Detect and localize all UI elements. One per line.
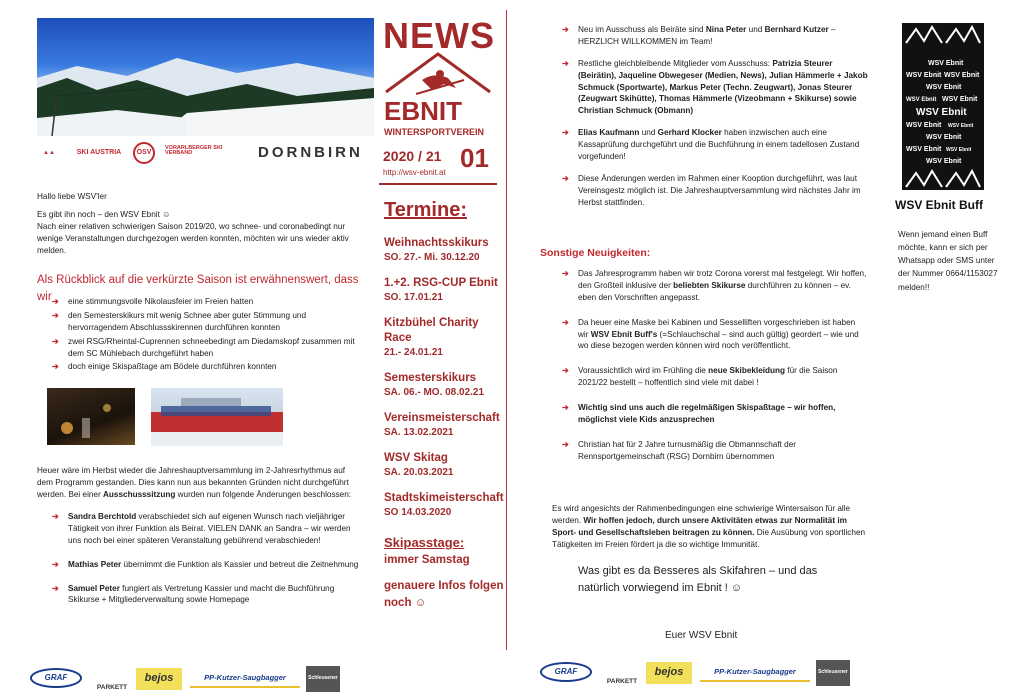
changes-list — [52, 511, 362, 618]
nikolaus-photo — [47, 388, 135, 445]
signoff: Euer WSV Ebnit — [665, 630, 738, 641]
wsv-ebnit-logo — [382, 50, 494, 138]
text-bold: Bernhard Kutzer — [764, 25, 829, 34]
season-label: 2020 / 21 — [383, 148, 442, 164]
buff-pattern-text: WSV Ebnit — [916, 107, 967, 118]
closing-paragraph — [552, 503, 867, 551]
list-item-text: übernimmt die Funktion als Kassier und betreut die Zeitnehmung — [121, 559, 359, 569]
hv-text-bold: Ausschusssitzung — [103, 489, 176, 499]
schleusener-logo: Schleusener — [306, 666, 340, 692]
closing-quote: Was gibt es da Besseres als Skifahren – und das natürlich vorwiegend im Ebnit ! ☺ — [578, 565, 818, 595]
intro-line-1: Es gibt ihn noch – den WSV Ebnit ☺ — [37, 209, 171, 219]
text-bold: Elias Kaufmann — [578, 128, 640, 138]
parkett-logo: PARKETT — [606, 677, 638, 685]
list-item-text: verabschiedet sich auf eigenen Wunsch nach vieljähriger Tätigkeit von ihrer Funktion als Beirat. VIELEN DANK an Sandra – wir werden uns noch bei einer späteren Veranstaltung gebührend verabschieden! — [68, 512, 351, 545]
list-item — [52, 511, 362, 547]
list-item — [562, 317, 867, 353]
footer-sponsors-right — [540, 658, 860, 688]
person-name: Mathias Peter — [68, 559, 122, 569]
person-name: Sandra Berchtold — [68, 512, 137, 521]
intro-section — [37, 191, 362, 262]
event-item — [384, 236, 504, 265]
list-item — [52, 310, 367, 334]
event-name: Vereinsmeisterschaft — [384, 411, 500, 424]
arrow-right-icon: ➔ — [562, 128, 569, 138]
column-divider — [506, 10, 507, 650]
graf-logo: GRAF — [540, 662, 592, 682]
list-item — [562, 439, 867, 463]
buff-pattern-text: WSV Ebnit — [946, 147, 972, 153]
text: – HERZLICH WILLKOMMEN im Team! — [578, 25, 836, 46]
list-item-text: zwei RSG/Rheintal-Cuprennen schneebedingt am Diedamskopf zusammen mit dem SC Mühlebach durchgeführt haben — [68, 336, 355, 358]
hv-text: Heuer wäre im Herbst wieder die Jahreshauptversammlung im 2-Jahresrhythmus auf dem Programm gestanden. Dies kann nun aus bekannten Gründen nicht durchgeführt werden. Bei einer — [37, 466, 349, 499]
oesv-logo — [133, 142, 155, 164]
arrow-right-icon: ➔ — [562, 317, 569, 327]
greeting: Hallo liebe WSV'ler — [37, 192, 107, 201]
bejos-logo: bejos — [646, 662, 692, 684]
text-bold: Gerhard Klocker — [657, 128, 722, 138]
list-item — [562, 268, 867, 304]
list-item — [562, 58, 872, 117]
list-item — [52, 559, 362, 571]
person-name: Samuel Peter — [68, 583, 120, 593]
arrow-right-icon: ➔ — [562, 173, 569, 183]
arrow-right-icon: ➔ — [562, 439, 569, 449]
schleusener-logo: Schleusener — [816, 660, 850, 686]
event-date: SO 14.03.2020 — [384, 506, 452, 518]
event-date: 21.- 24.01.21 — [384, 346, 443, 358]
text-bold: Patrizia Steurer (Beirätin), Jaqueline Obwegeser (Medien, News), Julian Hämmerle + Jakob Schmuck (Sportwarte), Markus Peter (Techn. Zeugwart), Jonas Steurer (Zeugwart Skihütte), Thomas Hämmerle (Vizeobmann + Skikurse) sowie Christian Schmuck (Obmann) — [578, 58, 868, 116]
list-item — [52, 336, 367, 360]
buff-pattern-text: WSV Ebnit — [944, 72, 980, 79]
arrow-right-icon: ➔ — [562, 366, 569, 376]
termine-list — [384, 236, 504, 531]
arrow-right-icon: ➔ — [52, 583, 59, 593]
bejos-logo: bejos — [136, 668, 182, 690]
ebnit-wordmark: EBNIT — [384, 96, 462, 126]
list-item — [52, 361, 367, 373]
text: durchführen zu können – ev. eben den Vorschriften angepasst. — [578, 280, 851, 302]
text: Restliche gleichbleibende Mitglieder vom Ausschuss: — [578, 58, 773, 68]
footer-sponsors-left — [30, 664, 350, 694]
buff-pattern-text: WSV Ebnit — [906, 146, 942, 153]
buff-pattern-text: WSV Ebnit — [926, 158, 962, 165]
text: haben inzwischen auch eine Kassaprüfung durchgeführt und die Buchführung in einem tadellosen Zustand vorgefunden! — [578, 128, 860, 162]
text: Das Jahresprogramm haben wir trotz Corona vorerst mal festgelegt. Wir hoffen, den Großteil inklusive der — [578, 269, 867, 290]
intro-line-2: Nach einer relativen schwierigen Saison 2019/20, wo schnee- und coronabedingt nur wenige Veranstaltungen durchgezogen werden konnten, möchten wir uns wieder aktiv melden. — [37, 221, 349, 255]
event-item — [384, 411, 504, 440]
event-item — [384, 451, 504, 480]
vorarlberger-ski-verband-logo — [165, 141, 245, 161]
event-name: 1.+2. RSG-CUP Ebnit — [384, 276, 498, 289]
text-bold: Wir hoffen jedoch, durch unsere Aktivitäten etwas zur Normalität im Sport- und Gesellschaftsleben beitragen zu können. — [552, 515, 847, 537]
text-bold: beliebten Skikurse — [673, 280, 746, 290]
list-item — [562, 402, 867, 426]
arrow-right-icon: ➔ — [562, 269, 569, 278]
buff-info: Wenn jemand einen Buff möchte, kann er sich per Whatsapp oder SMS unter der Nummer 0664/1153027 melden!! — [898, 230, 998, 292]
list-item-text: fungiert als Vertretung Kassier und macht die Buchführung Skikurse + Mitgliederverwaltung sowie Homepage — [68, 583, 335, 605]
hv-paragraph — [37, 465, 362, 501]
committee-list — [562, 24, 872, 219]
termine-heading: Termine: — [384, 199, 467, 221]
text: Die Ausübung von sportlichen Tätigkeiten im Freien fördert ja die so wichtige Immunität. — [552, 527, 866, 549]
event-date: SO. 17.01.21 — [384, 291, 443, 303]
news-title: NEWS — [383, 15, 495, 56]
rueckblick-heading: Als Rückblick auf die verkürzte Saison ist erwähnenswert, dass wir — [37, 274, 359, 303]
rueckblick-list — [52, 296, 367, 375]
news-list — [562, 268, 867, 476]
buff-title: WSV Ebnit Buff — [895, 198, 983, 212]
parkett-logo: PARKETT — [96, 683, 128, 691]
arrow-right-icon: ➔ — [52, 297, 59, 306]
issue-number: 01 — [460, 143, 489, 173]
text: Diese Änderungen werden im Rahmen einer Kooption durchgeführt, was laut Vereinsgestz möglich ist. Die Jahreshauptversammlung wird nächstes Jahr im Herbst stattfinden. — [578, 173, 861, 207]
event-name: WSV Skitag — [384, 451, 448, 464]
sponsor-label: SKI AUSTRIA — [76, 148, 122, 156]
sponsor-label: ÖSV — [136, 148, 152, 156]
text: für die Saison 2021/22 bestellt – hoffentlich sind viele mit dabei ! — [578, 366, 838, 388]
list-item — [562, 173, 872, 209]
buff-pattern-text: WSV Ebnit — [948, 123, 974, 129]
event-item — [384, 316, 504, 360]
text: (=Schlauchschal – sind auch gültig) geordert – wie und wo diese bezogen werden können wird noch veröffentlicht. — [578, 329, 859, 351]
event-date: SA. 06.- MO. 08.02.21 — [384, 386, 485, 398]
skipass-info: genauere Infos folgen noch ☺ — [384, 579, 504, 609]
event-item — [384, 491, 504, 520]
text: Da heuer eine Maske bei Kabinen und Sesselliften vorgeschrieben ist haben wir — [578, 317, 856, 339]
list-item — [562, 365, 867, 389]
sonstige-heading: Sonstige Neuigkeiten: — [540, 247, 651, 259]
event-name: Semesterskikurs — [384, 371, 477, 384]
text: und — [639, 128, 658, 138]
dornbirn-logo: DORNBIRN — [258, 144, 363, 161]
vsv-logo-icon: ▲▲ — [43, 149, 55, 156]
event-item — [384, 371, 504, 400]
arrow-right-icon: ➔ — [562, 403, 569, 413]
text: Voraussichtlich wird im Frühling die — [578, 366, 709, 376]
event-date: SO. 27.- Mi. 30.12.20 — [384, 251, 480, 263]
text-bold: Nina Peter — [705, 25, 747, 34]
buff-pattern-text: WSV Ebnit — [928, 60, 964, 67]
ski-austria-logo — [69, 143, 129, 163]
list-item — [562, 127, 872, 163]
event-date: SA. 13.02.2021 — [384, 426, 454, 438]
kutzer-logo: PP-Kutzer-Saugbagger — [700, 664, 810, 682]
list-item — [52, 296, 367, 308]
graf-logo: GRAF — [30, 668, 82, 688]
hero-ski-slope-photo — [37, 18, 374, 136]
text-bold: Wichtig sind uns auch die regelmäßigen Skispaßtage – wir hoffen, möglichst viele Kids anzusprechen — [578, 403, 836, 425]
hv-text: wurden nun folgende Änderungen beschlossen: — [175, 489, 352, 499]
arrow-right-icon: ➔ — [52, 512, 59, 521]
verein-wordmark: WINTERSPORTVEREIN — [384, 127, 485, 137]
arrow-right-icon: ➔ — [52, 362, 59, 372]
event-name: Weihnachtsskikurs — [384, 237, 489, 249]
buff-pattern-text: WSV Ebnit — [926, 84, 962, 91]
divider — [379, 183, 497, 185]
buff-pattern-text: WSV Ebnit — [906, 122, 942, 129]
arrow-right-icon: ➔ — [52, 336, 59, 346]
skipass-heading: Skipasstage: — [384, 535, 465, 550]
event-date: SA. 20.03.2021 — [384, 466, 454, 478]
text: Christian hat für 2 Jahre turnusmäßig die Obmannschaft der Rennsportgemeinschaft (RSG) Dornbirn übernommen — [578, 439, 796, 461]
list-item — [562, 24, 872, 48]
buff-pattern-text: WSV Ebnit — [926, 134, 962, 141]
arrow-right-icon: ➔ — [562, 25, 569, 34]
event-item — [384, 276, 504, 305]
arrow-right-icon: ➔ — [52, 559, 59, 569]
event-name: Stadtskimeisterschaft — [384, 491, 504, 504]
buff-pattern-text: WSV Ebnit — [942, 96, 978, 103]
buff-pattern-text: WSV Ebnit — [906, 72, 942, 79]
sponsor-label: VORARLBERGER SKI VERBAND — [165, 144, 223, 156]
arrow-right-icon: ➔ — [562, 58, 569, 68]
text: Es wird angesichts der Rahmenbedingungen eine schwierige Wintersaison für alle werden. — [552, 504, 851, 525]
list-item-text: eine stimmungsvolle Nikolausfeier im Freien hatten — [68, 297, 254, 306]
skipass-subtitle: immer Samstag — [384, 553, 470, 566]
text: und — [746, 25, 765, 34]
group-photo — [151, 388, 283, 446]
list-item — [52, 583, 362, 607]
list-item-text: doch einige Skispaßtage am Bödele durchführen konnten — [68, 362, 277, 372]
text-bold: WSV Ebnit Buff's — [590, 329, 658, 339]
skipass-section — [384, 535, 504, 611]
text: Neu im Ausschuss als Beiräte sind — [578, 25, 706, 34]
buff-pattern-text: WSV Ebnit — [906, 97, 937, 103]
event-name: Kitzbühel Charity Race — [384, 316, 479, 344]
website-link[interactable]: http://wsv-ebnit.at — [383, 168, 446, 177]
kutzer-logo: PP-Kutzer-Saugbagger — [190, 670, 300, 688]
buff-scarf-image — [902, 23, 984, 190]
arrow-right-icon: ➔ — [52, 310, 59, 320]
text-bold: neue Skibekleidung — [708, 366, 786, 376]
list-item-text: den Semesterskikurs mit wenig Schnee aber guter Stimmung und hervorragendem Abschlussskirennen durchführen konnten — [68, 310, 307, 332]
